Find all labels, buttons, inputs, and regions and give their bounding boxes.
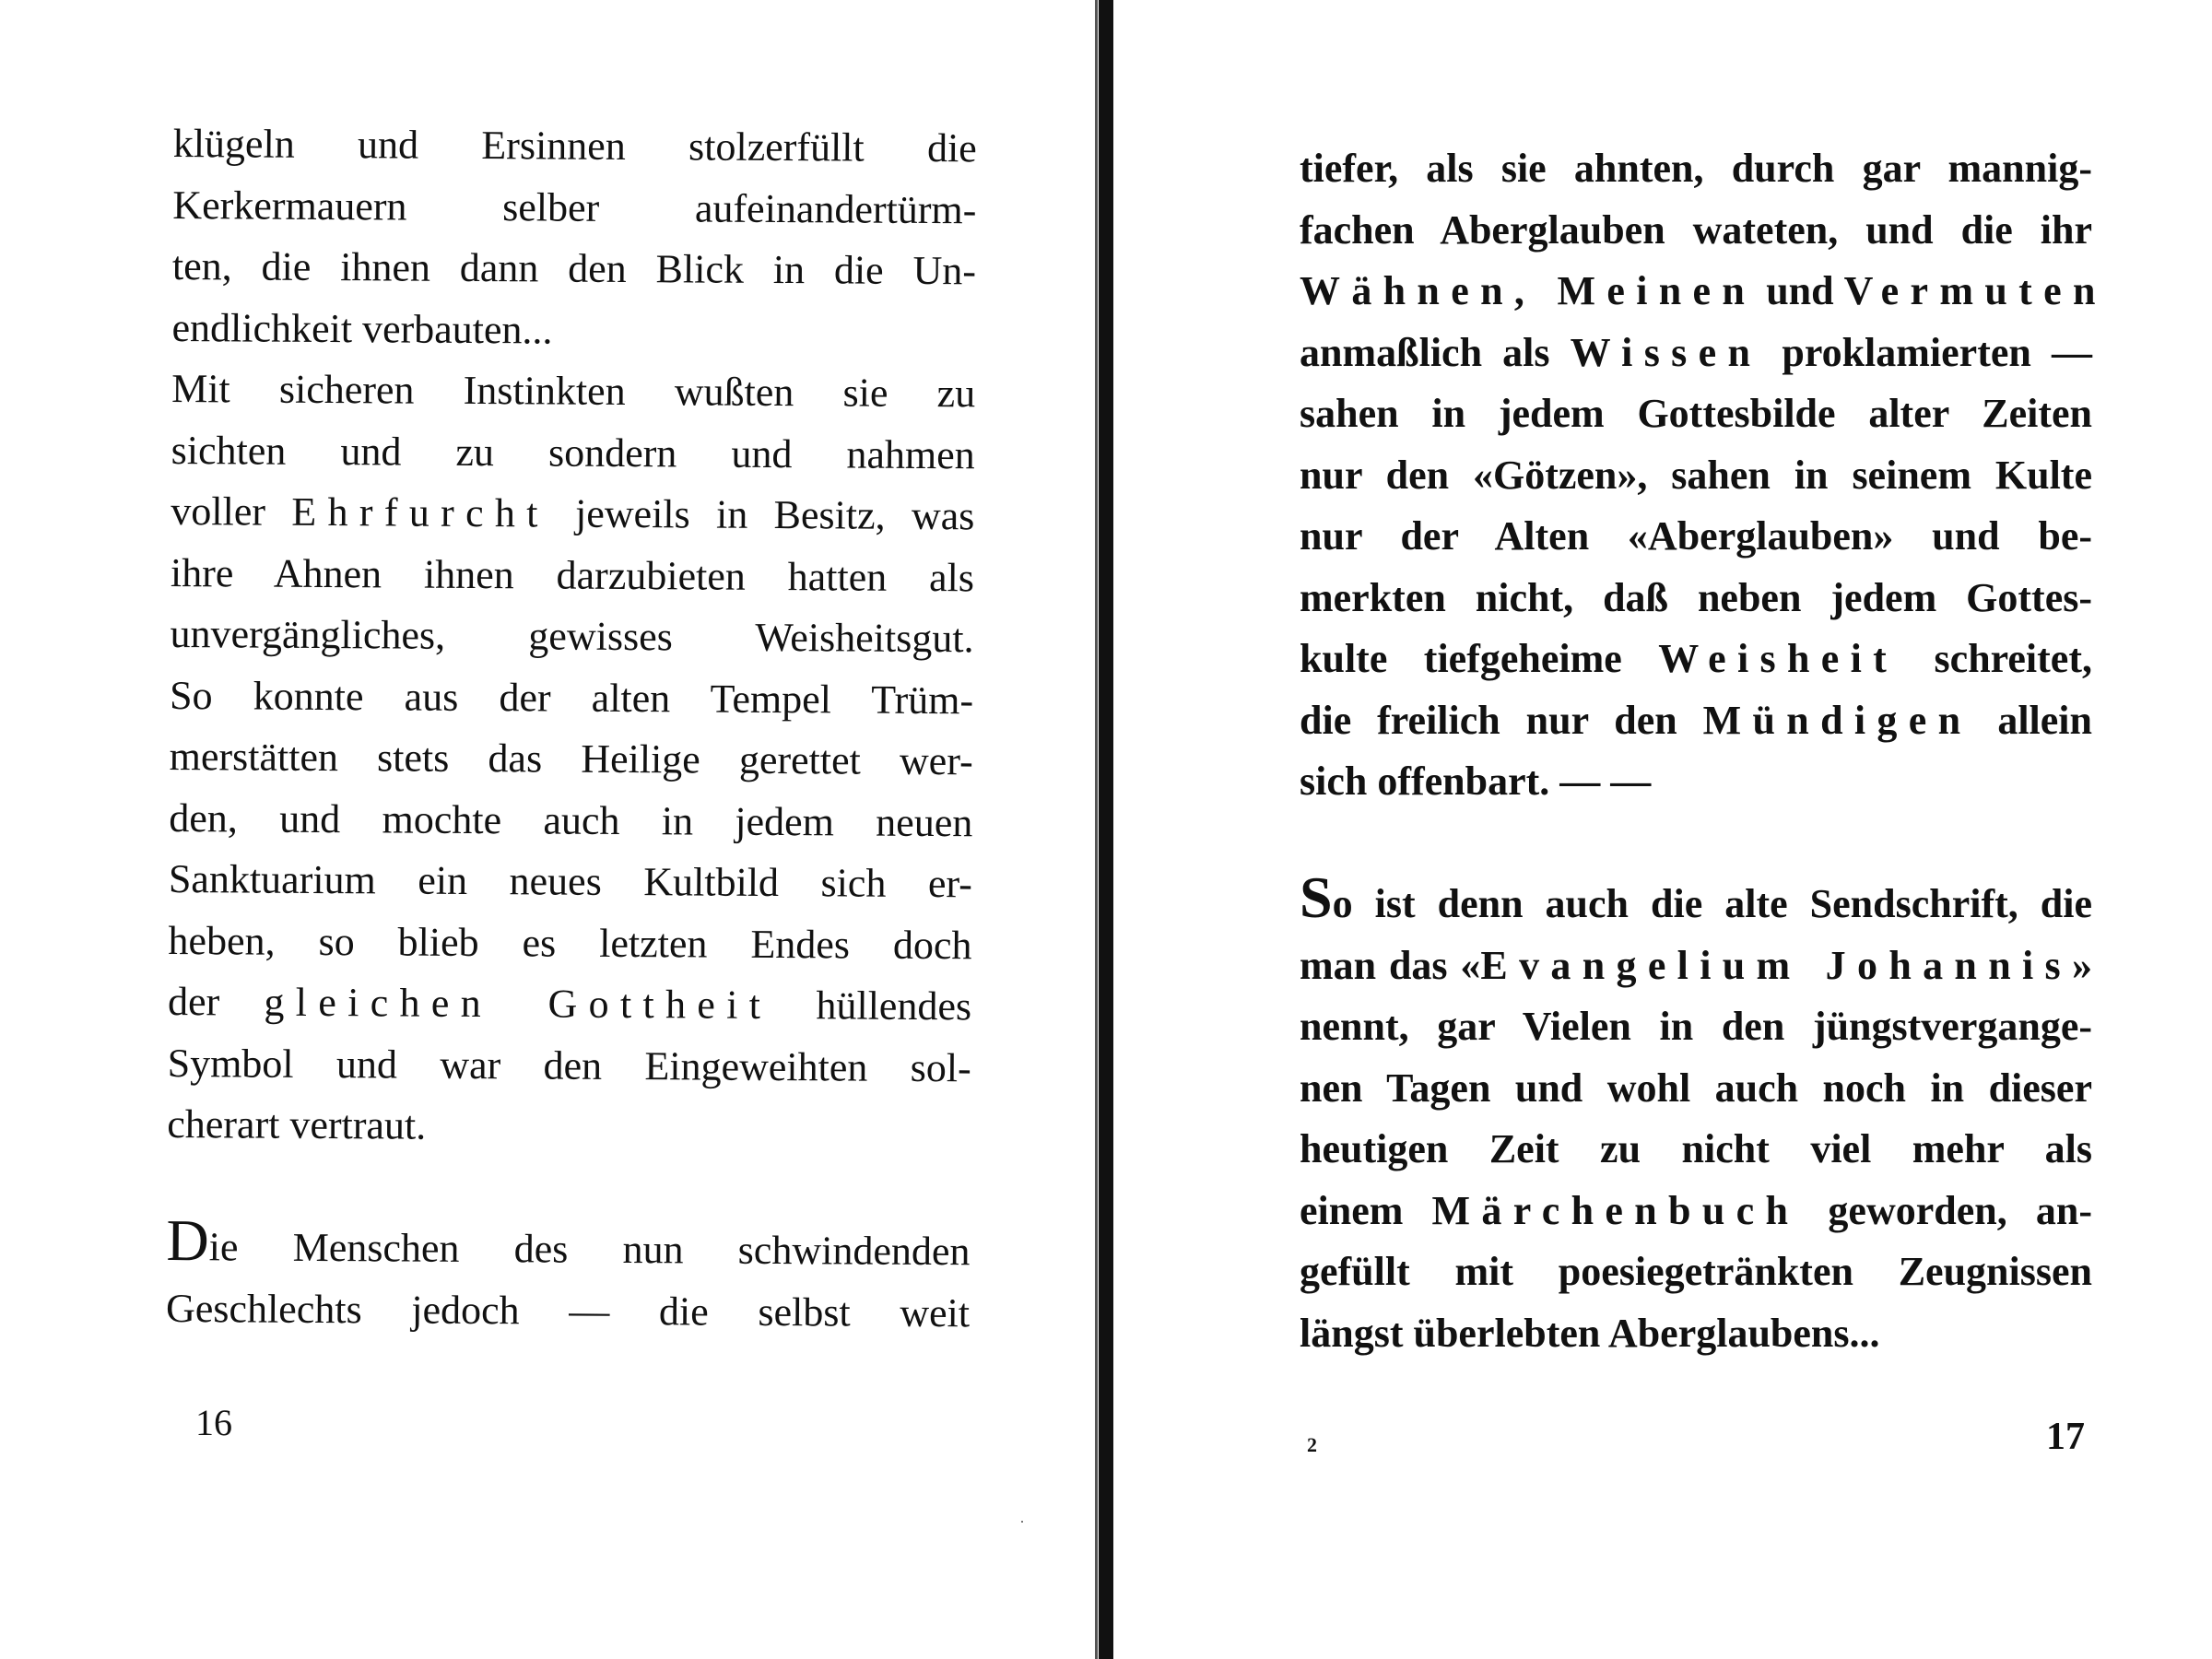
drop-initial: D xyxy=(166,1206,209,1274)
signature-mark: 2 xyxy=(1307,1433,1317,1456)
line-segment: Geschlechts jedoch — die selbst weit xyxy=(165,1285,971,1335)
text-line xyxy=(173,113,977,180)
line-segment: endlichkeit verbauten... xyxy=(171,304,553,353)
text-line xyxy=(170,665,973,731)
line-segment: man das « xyxy=(1300,942,1481,988)
text-line xyxy=(1300,1303,2092,1365)
page-number-left: 16 xyxy=(195,1402,232,1443)
right-page-text xyxy=(1300,138,2107,1364)
line-segment: Symbol und war den Eingeweihten sol- xyxy=(167,1040,971,1090)
spaced-emphasis: gleichen Gottheit xyxy=(264,979,772,1028)
text-line xyxy=(172,174,976,241)
text-line xyxy=(1300,261,2107,323)
spaced-emphasis: Vermuten xyxy=(1843,268,2107,313)
line-segment: einem xyxy=(1300,1187,1432,1233)
drop-initial: S xyxy=(1300,865,1333,930)
paragraph-gap xyxy=(1300,813,2092,875)
text-line xyxy=(169,849,972,915)
line-segment: merkten nicht, daß neben jedem Gottes- xyxy=(1300,574,2092,620)
line-segment: jeweils in Besitz, was xyxy=(548,490,975,539)
spaced-emphasis: Wissen xyxy=(1570,329,1762,375)
text-line xyxy=(1300,1119,2092,1181)
line-segment: cherart vertraut. xyxy=(167,1100,427,1148)
line-segment: geworden, an- xyxy=(1799,1187,2092,1233)
line-segment: ten, die ihnen dann den Blick in die Un- xyxy=(171,242,977,294)
text-line xyxy=(166,1277,970,1344)
text-line xyxy=(1300,1181,2092,1242)
text-line xyxy=(1300,751,2092,813)
line-segment: klügeln und Ersinnen stolzerfüllt die xyxy=(172,120,977,171)
spaced-emphasis: Wähnen, Meinen xyxy=(1300,268,1757,313)
left-page xyxy=(0,0,1097,1659)
text-line xyxy=(171,542,974,608)
text-line xyxy=(170,604,973,670)
text-line xyxy=(1300,865,2092,935)
line-segment: sich offenbart. — — xyxy=(1300,759,1652,804)
line-segment: gefüllt mit poesiegetränkten Zeugnissen xyxy=(1300,1249,2092,1294)
text-line xyxy=(171,297,975,363)
text-line xyxy=(1300,445,2092,507)
text-line xyxy=(171,419,975,486)
left-page-text xyxy=(166,113,977,1344)
line-segment: längst überlebten Aberglaubens... xyxy=(1300,1310,1880,1356)
line-segment: fachen Aberglauben wateten, und die ihr xyxy=(1300,206,2092,253)
line-segment: nur den «Götzen», sahen in seinem Kulte xyxy=(1300,452,2092,498)
line-segment: allein xyxy=(1971,697,2092,743)
line-segment: den, und mochte auch in jedem neuen xyxy=(169,794,973,845)
line-segment: die freilich nur den xyxy=(1300,697,1703,743)
line-segment: voller xyxy=(171,488,292,535)
spaced-emphasis: Evangelium Johannis xyxy=(1480,942,2073,988)
line-segment: Kerkermauern selber aufeinandertürm- xyxy=(172,182,977,232)
text-line xyxy=(1300,138,2092,200)
text-line xyxy=(1300,200,2092,262)
book-spine xyxy=(1099,0,1113,1659)
line-segment: hüllendes xyxy=(771,982,972,1030)
line-segment: proklamierten — xyxy=(1761,329,2092,375)
line-segment: merstätten stets das Heilige gerettet wer- xyxy=(169,733,973,784)
line-segment: und xyxy=(1756,268,1844,313)
page-number-right: 17 xyxy=(2046,1416,2085,1458)
line-segment: heben, so blieb es letzten Endes doch xyxy=(168,917,972,968)
text-line xyxy=(1300,1241,2092,1303)
line-segment: o ist denn auch die alte Sendschrift, die xyxy=(1332,881,2092,926)
line-segment: unvergängliches, gewisses Weisheitsgut. xyxy=(170,610,974,662)
line-segment: kulte tiefgeheime xyxy=(1300,636,1659,681)
line-segment: Mit sicheren Instinkten wußten sie zu xyxy=(171,365,976,417)
text-line xyxy=(172,236,976,302)
paper-speck xyxy=(1021,1521,1023,1523)
text-line xyxy=(168,1032,971,1099)
text-line xyxy=(1300,935,2092,997)
line-segment: tiefer, als sie ahnten, durch gar mannig- xyxy=(1300,146,2092,191)
text-line xyxy=(171,481,974,547)
spaced-emphasis: Ehrfurcht xyxy=(291,488,549,536)
line-segment: der xyxy=(167,978,265,1025)
spaced-emphasis: Mündigen xyxy=(1702,697,1972,743)
text-line xyxy=(166,1206,971,1283)
paragraph-gap xyxy=(167,1155,971,1221)
line-segment: nen Tagen und wohl auch noch in dieser xyxy=(1300,1065,2092,1111)
text-line xyxy=(1300,506,2092,568)
text-line xyxy=(1300,568,2092,629)
text-line xyxy=(1300,690,2092,752)
line-segment: nur der Alten «Aberglauben» und be- xyxy=(1300,513,2092,559)
text-line xyxy=(1300,629,2092,690)
text-line xyxy=(169,787,972,853)
line-segment: So konnte aus der alten Tempel Trüm- xyxy=(169,672,974,723)
text-line xyxy=(168,910,971,976)
line-segment: » xyxy=(2072,942,2093,988)
text-line xyxy=(1300,323,2092,384)
line-segment: ihre Ahnen ihnen darzubieten hatten als xyxy=(170,549,975,600)
text-line xyxy=(1300,996,2092,1058)
line-segment: ie Menschen des nun schwindenden xyxy=(208,1224,971,1275)
line-segment: heutigen Zeit zu nicht viel mehr als xyxy=(1300,1126,2092,1171)
text-line xyxy=(1300,1058,2092,1120)
line-segment: Sanktuarium ein neues Kultbild sich er- xyxy=(168,855,973,907)
line-segment: nennt, gar Vielen in den jüngstvergange- xyxy=(1300,1004,2092,1049)
text-line xyxy=(1300,383,2092,445)
line-segment: schreitet, xyxy=(1898,636,2092,681)
spine-shadow xyxy=(1095,0,1098,1659)
line-segment: sahen in jedem Gottesbilde alter Zeiten xyxy=(1300,391,2092,436)
spaced-emphasis: Märchenbuch xyxy=(1431,1187,1800,1233)
line-segment: anmaßlich als xyxy=(1300,329,1571,375)
text-line xyxy=(168,971,971,1038)
text-line xyxy=(170,726,973,793)
text-line xyxy=(171,359,975,425)
line-segment: sichten und zu sondern und nahmen xyxy=(171,427,975,477)
spaced-emphasis: Weisheit xyxy=(1658,636,1899,681)
text-line xyxy=(167,1094,971,1160)
